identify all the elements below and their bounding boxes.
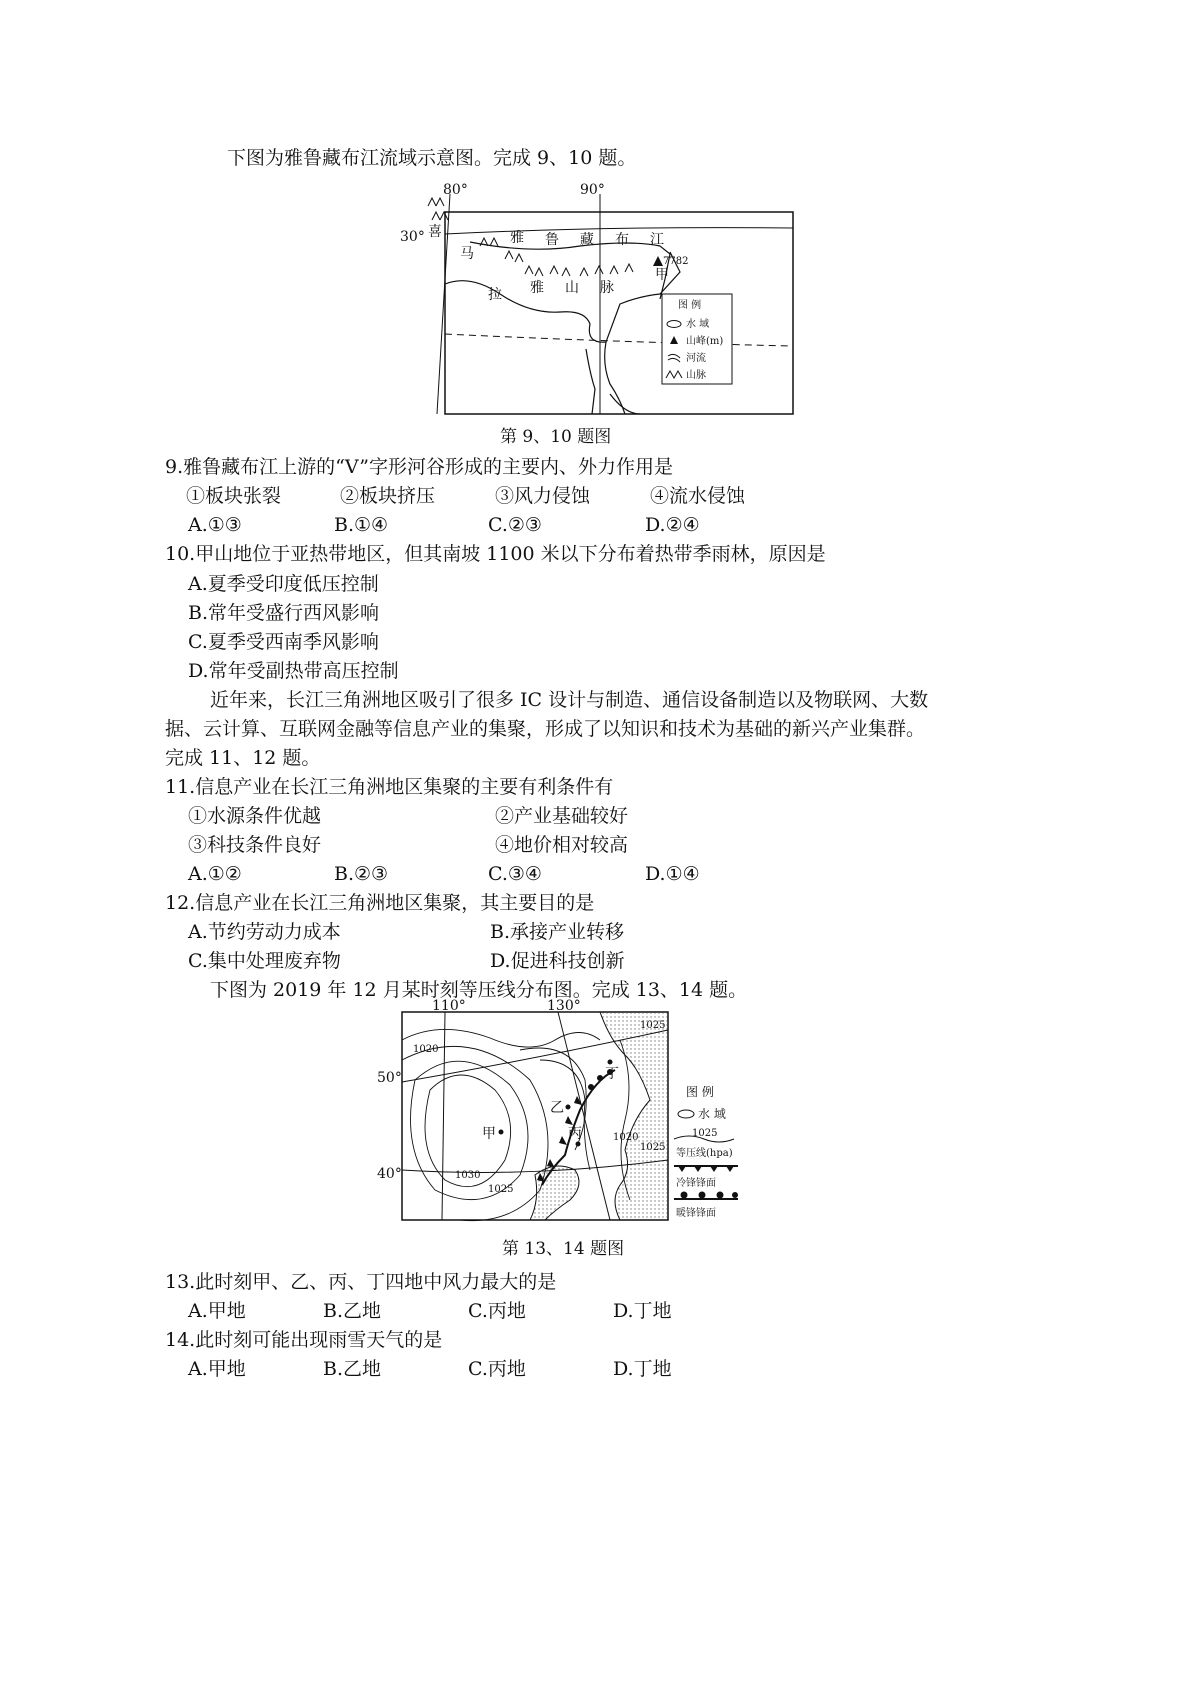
isobar-label: 1030 <box>455 1170 481 1181</box>
legend-label: 山峰(m) <box>686 336 724 347</box>
answer-option: D.丁地 <box>613 1300 672 1322</box>
statement-item: ④地价相对较高 <box>495 834 629 856</box>
statement-item: ③风力侵蚀 <box>495 485 591 507</box>
statement-item: ①板块张裂 <box>186 485 282 507</box>
answer-option: D.常年受副热带高压控制 <box>188 660 399 682</box>
question-stem: 10.甲山地位于亚热带地区，但其南坡 1100 米以下分布着热带季雨林，原因是 <box>165 543 826 565</box>
point-marker <box>576 1142 581 1147</box>
question-stem: 12.信息产业在长江三角洲地区集聚，其主要目的是 <box>165 892 595 914</box>
lon-label: 130° <box>547 998 581 1014</box>
statement-item: ①水源条件优越 <box>188 805 322 827</box>
statement-item: ②产业基础较好 <box>495 805 629 827</box>
answer-option: C.夏季受西南季风影响 <box>188 631 379 653</box>
statement-item: ④流水侵蚀 <box>650 485 746 507</box>
legend-label: 1025 <box>692 1128 718 1139</box>
map-char: 雅 <box>510 230 524 246</box>
answer-option: A.①② <box>188 863 242 885</box>
answer-option: B.常年受盛行西风影响 <box>188 602 380 624</box>
answer-option: A.节约劳动力成本 <box>188 921 341 943</box>
intro-text: 下图为雅鲁藏布江流域示意图。完成 9、10 题。 <box>227 147 637 169</box>
answer-option: C.丙地 <box>468 1358 526 1380</box>
legend-title: 图 例 <box>678 300 702 311</box>
point-label: 丙 <box>568 1126 582 1142</box>
passage-text: 据、云计算、互联网金融等信息产业的集聚，形成了以知识和技术为基础的新兴产业集群。 <box>165 718 926 740</box>
answer-option: D.②④ <box>645 514 700 536</box>
answer-option: A.夏季受印度低压控制 <box>188 573 379 595</box>
legend-title: 图 例 <box>686 1085 714 1099</box>
coast-line <box>586 349 640 414</box>
water-icon <box>678 1110 694 1118</box>
answer-option: A.甲地 <box>188 1358 246 1380</box>
answer-option: D.①④ <box>645 863 700 885</box>
answer-option: A.甲地 <box>188 1300 246 1322</box>
map-char: 脉 <box>600 280 614 296</box>
isobar-label: 1025 <box>640 1142 666 1153</box>
point-label: 甲 <box>482 1126 496 1142</box>
question-stem: 9.雅鲁藏布江上游的“V”字形河谷形成的主要内、外力作用是 <box>165 456 673 478</box>
legend-label: 水 域 <box>698 1107 726 1121</box>
isobar-label: 1020 <box>613 1132 639 1143</box>
answer-option: D.丁地 <box>613 1358 672 1380</box>
answer-option: B.承接产业转移 <box>490 921 625 943</box>
map-char: 山 <box>565 280 579 296</box>
passage-text: 近年来，长江三角洲地区吸引了很多 IC 设计与制造、通信设备制造以及物联网、大数 <box>210 689 929 711</box>
statement-item: ②板块挤压 <box>340 485 436 507</box>
mountain-symbols <box>428 198 633 276</box>
legend-label: 暖锋锋面 <box>676 1208 716 1219</box>
legend-label: 冷锋锋面 <box>676 1178 716 1189</box>
point-marker <box>608 1060 613 1065</box>
answer-option: C.丙地 <box>468 1300 526 1322</box>
yarlung-zangbo-map <box>400 182 800 419</box>
isobar-label: 1020 <box>413 1044 439 1055</box>
answer-option: D.促进科技创新 <box>490 950 625 972</box>
map-char: 甲 <box>655 267 669 283</box>
answer-option: B.乙地 <box>323 1358 382 1380</box>
lon-label: 110° <box>432 998 466 1014</box>
map-char: 喜 <box>428 224 442 240</box>
question-stem: 13.此时刻甲、乙、丙、丁四地中风力最大的是 <box>165 1271 557 1293</box>
map-char: 藏 <box>580 232 594 248</box>
map-char: 雅 <box>530 280 544 296</box>
isobar-legend <box>672 1082 742 1222</box>
answer-option: C.集中处理废弃物 <box>188 950 341 972</box>
answer-option: B.②③ <box>334 863 389 885</box>
answer-option: C.②③ <box>488 514 542 536</box>
peak-height: 7782 <box>663 256 689 267</box>
point-label: 丁 <box>605 1066 619 1082</box>
map-char: 江 <box>650 232 664 248</box>
statement-item: ③科技条件良好 <box>188 834 322 856</box>
legend-label: 等压线(hpa) <box>676 1148 733 1159</box>
figure-caption: 第 9、10 题图 <box>500 427 612 447</box>
isobar-label: 1025 <box>640 1020 666 1031</box>
isobar-lines <box>402 1029 630 1220</box>
isobar-label: 1025 <box>488 1184 514 1195</box>
answer-option: B.乙地 <box>323 1300 382 1322</box>
passage-text: 完成 11、12 题。 <box>165 747 321 769</box>
figure-caption: 第 13、14 题图 <box>502 1239 625 1259</box>
point-marker <box>566 1105 571 1110</box>
answer-option: A.①③ <box>188 514 242 536</box>
border-line <box>605 342 625 414</box>
legend-label: 河流 <box>686 353 706 364</box>
question-stem: 11.信息产业在长江三角洲地区集聚的主要有利条件有 <box>165 776 614 798</box>
dashed-parallel-line <box>445 334 793 346</box>
point-marker <box>499 1130 504 1135</box>
map-char: 拉 <box>488 287 502 303</box>
question-stem: 14.此时刻可能出现雨雪天气的是 <box>165 1329 443 1351</box>
lat-label: 30° <box>400 229 425 245</box>
lat-label: 50° <box>377 1070 402 1086</box>
map-char: 马 <box>460 246 474 262</box>
point-label: 乙 <box>550 1100 564 1116</box>
intro-text: 下图为 2019 年 12 月某时刻等压线分布图。完成 13、14 题。 <box>210 979 748 1001</box>
meridian-line <box>442 1012 445 1220</box>
map-char: 布 <box>615 232 629 248</box>
map-char: 鲁 <box>545 232 559 248</box>
sea-area <box>600 1012 668 1220</box>
peak-icon <box>653 256 663 266</box>
lat-label: 40° <box>377 1166 402 1182</box>
lon-label: 80° <box>443 182 468 198</box>
border-line <box>445 252 680 342</box>
answer-option: B.①④ <box>334 514 389 536</box>
legend-label: 水 域 <box>686 319 710 330</box>
lon-label: 90° <box>580 182 605 198</box>
legend-label: 山脉 <box>686 370 706 381</box>
answer-option: C.③④ <box>488 863 542 885</box>
